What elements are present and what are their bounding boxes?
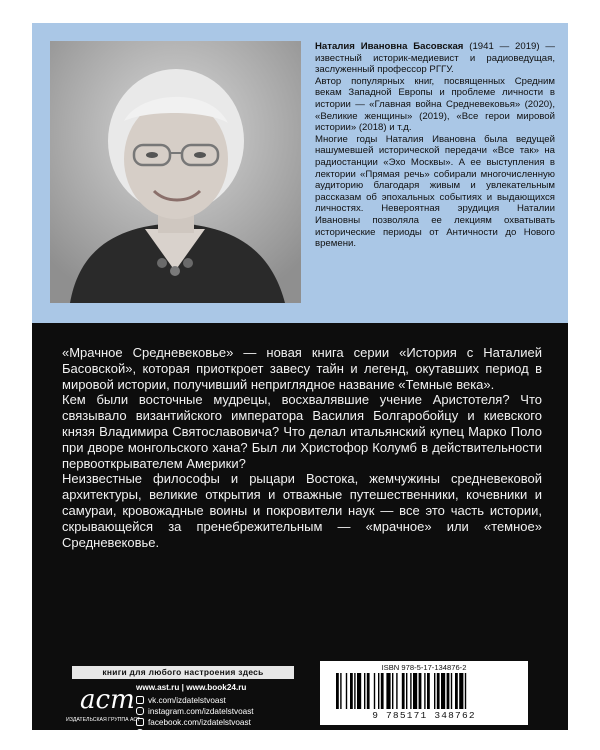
social-link-text: instagram.com/izdatelstvoast <box>148 706 254 716</box>
book-description <box>62 345 542 550</box>
social-link-ok[interactable] <box>136 728 296 738</box>
social-link-instagram[interactable] <box>136 706 296 716</box>
tagline-banner: книги для любого настроения здесь <box>72 666 294 679</box>
author-portrait-illustration <box>50 41 301 303</box>
social-link-text: ok.ru/izdatelstvoast <box>148 728 219 738</box>
website-links[interactable]: www.ast.ru | www.book24.ru <box>136 683 247 692</box>
social-link-facebook[interactable] <box>136 717 296 727</box>
description-section <box>32 323 568 738</box>
bio-paragraph-1 <box>315 41 555 76</box>
author-photo <box>50 41 301 303</box>
social-link-vk[interactable] <box>136 695 296 705</box>
description-paragraph-3: Неизвестные философы и рыцари Востока, жемчужины средневековой архитектуры, великие открытия и отважные путешественники, кочевники и самураи, кровожадные воины и покровители наук — все это часть истории, скрывающейся за пренебрежительным — «мрачное» или «темное» Средневековье. <box>62 471 542 550</box>
description-paragraph-2: Кем были восточные мудрецы, восхвалявшие учение Аристотеля? Что связывало византийского императора Василия Болгаробойцу и киевского князя Владимира Святославовича? Что делал итальянский купец Марко Поло при дворе монгольского хана? Был ли Христофор Колумб в действительности первооткрывателем Америки? <box>62 392 542 471</box>
barcode-image <box>334 673 514 711</box>
isbn-text: ISBN 978-5-17-134876-2 <box>381 663 467 672</box>
facebook-icon <box>136 718 144 726</box>
barcode-panel <box>320 661 528 725</box>
ast-logo-mark: аст <box>80 685 135 715</box>
author-section <box>32 23 568 323</box>
book-back-cover <box>32 23 568 738</box>
odnoklassniki-icon <box>136 729 144 737</box>
publisher-logo <box>66 685 141 729</box>
publisher-links <box>136 683 296 739</box>
author-name: Наталия Ивановна Басовская <box>315 41 464 52</box>
social-link-text: vk.com/izdatelstvoast <box>148 695 226 705</box>
vk-icon <box>136 696 144 704</box>
barcode-digits: 9 785171 348762 <box>372 710 476 721</box>
bio-paragraph-2: Автор популярных книг, посвященных Средним векам Западной Европы и проблеме личности в истории — «Главная война Средневековья» (2020), «Великие женщины» (2019), «Все герои мировой истории» (2018) и т.д. <box>315 75 555 134</box>
social-link-text: facebook.com/izdatelstvoast <box>148 717 251 727</box>
bio-dates: (1941 — 2019) — известный историк-медиевист и радиоведущая, заслуженный профессор РГГУ. <box>315 41 556 76</box>
description-paragraph-1: «Мрачное Средневековье» — новая книга серии «История с Наталией Басовской», которая приоткроет завесу тайн и легенд, окутавших период в мировой истории, получивший неприглядное название «Темные века». <box>62 345 542 392</box>
instagram-icon <box>136 707 144 715</box>
bio-paragraph-3: Многие годы Наталия Ивановна была ведущей нашумевшей исторической передачи «Все так» на радиостанции «Эхо Москвы». А ее выступления в лектории «Прямая речь» собирали многочисленную аудиторию благодаря живым и увлекательным рассказам об эпохальных событиях и выдающихся личностях. Невероятная эрудиция Наталии Ивановны позволяла ее лекциям охватывать исторические периоды от Античности до Нового времени. <box>315 133 555 250</box>
author-bio <box>315 41 555 250</box>
publisher-label: ИЗДАТЕЛЬСКАЯ ГРУППА АСТ <box>66 717 141 723</box>
